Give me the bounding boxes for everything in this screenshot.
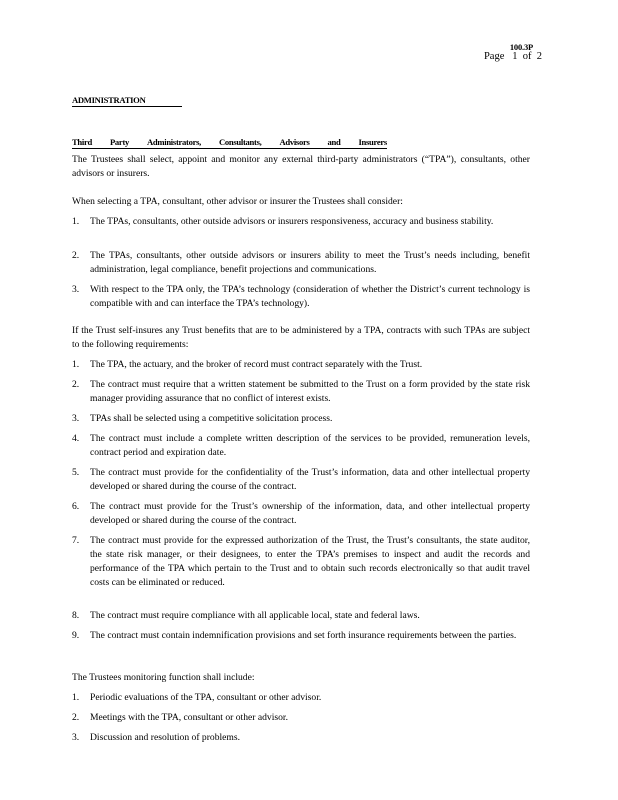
list-text: Meetings with the TPA, consultant or other advisor. — [90, 712, 288, 723]
list-number: 2. — [72, 379, 80, 390]
list-item — [72, 731, 530, 745]
list-item — [72, 215, 530, 229]
list-item — [72, 378, 530, 406]
list-number: 1. — [72, 216, 80, 227]
list-text: The contract must provide for the expressed authorization of the Trust, the Trust’s consultants, the state auditor, the state risk manager, or their designees, to enter the TPA’s premises to inspect and audit the records and performance of the TPA which pertain to the Trust and to obtain such records electronically so that audit travel costs can be eliminated or reduced. — [90, 535, 530, 588]
list-item — [72, 283, 530, 311]
list-number: 8. — [72, 610, 80, 621]
list-item — [72, 358, 530, 372]
list-number: 5. — [72, 467, 80, 478]
monitoring-intro — [72, 671, 530, 685]
list-text: The contract must provide for the Trust’s ownership of the information, data, and other intellectual property developed or shared during the course of the contract. — [90, 501, 530, 526]
list-item — [72, 249, 530, 277]
consider-intro-text: When selecting a TPA, consultant, other advisor or insurer the Trustees shall consider: — [72, 196, 403, 207]
list-item — [72, 412, 530, 426]
list-text: Discussion and resolution of problems. — [90, 732, 241, 743]
list-number: 3. — [72, 284, 80, 295]
subheading-word: Consultants, — [218, 137, 262, 147]
subheading-word: Insurers — [358, 137, 387, 147]
list-item — [72, 500, 530, 528]
monitoring-intro-text: The Trustees monitoring function shall include: — [72, 672, 255, 683]
subheading — [72, 136, 387, 149]
self-insure-intro — [72, 324, 530, 352]
list-text: The contract must require that a written statement be submitted to the Trust on a form provided by the state risk manager providing assurance that no conflict of interest exists. — [90, 379, 530, 404]
list-number: 7. — [72, 535, 80, 546]
list-number: 3. — [72, 413, 80, 424]
list-text: TPAs shall be selected using a competitive solicitation process. — [90, 413, 333, 424]
list-number: 1. — [72, 692, 80, 703]
list-text: The contract must provide for the confidentiality of the Trust’s information, data and other intellectual property developed or shared during the course of the contract. — [90, 467, 530, 492]
list-text: The contract must contain indemnification provisions and set forth insurance requirements between the parties. — [90, 630, 517, 641]
list-number: 1. — [72, 359, 80, 370]
intro-paragraph — [72, 153, 530, 181]
list-item — [72, 711, 530, 725]
list-text: Periodic evaluations of the TPA, consultant or other advisor. — [90, 692, 322, 703]
list-item — [72, 629, 530, 643]
list-item — [72, 534, 530, 590]
list-text: The TPAs, consultants, other outside advisors or insurers responsiveness, accuracy and business stability. — [90, 216, 494, 227]
list-text: The TPA, the actuary, and the broker of record must contract separately with the Trust. — [90, 359, 423, 370]
intro-text: The Trustees shall select, appoint and monitor any external third-party administrators (“TPA”), consultants, other advisors or insurers. — [72, 154, 530, 179]
list-number: 2. — [72, 712, 80, 723]
section-heading: ADMINISTRATION — [72, 94, 182, 107]
policy-code: 100.3P — [509, 42, 533, 52]
subheading-word: Party — [109, 137, 130, 147]
list-item — [72, 609, 530, 623]
subheading-word: Third — [72, 137, 92, 147]
list-item — [72, 691, 530, 705]
self-insure-intro-text: If the Trust self-insures any Trust benefits that are to be administered by a TPA, contracts with such TPAs are subject to the following requirements: — [72, 325, 530, 350]
list-text: The contract must require compliance with all applicable local, state and federal laws. — [90, 610, 420, 621]
subheading-word: Advisors — [279, 137, 310, 147]
list-number: 4. — [72, 433, 80, 444]
list-item — [72, 432, 530, 460]
page-number: Page 1 of 2 — [483, 51, 542, 62]
list-number: 9. — [72, 630, 80, 641]
list-item — [72, 466, 530, 494]
list-text: The TPAs, consultants, other outside advisors or insurers ability to meet the Trust’s needs including, benefit administration, legal compliance, benefit projections and communications. — [90, 250, 530, 275]
consider-intro — [72, 195, 530, 209]
list-text: The contract must include a complete written description of the services to be provided, remuneration levels, contract period and expiration date. — [90, 433, 530, 458]
subheading-word: and — [327, 137, 341, 147]
list-number: 3. — [72, 732, 80, 743]
list-number: 2. — [72, 250, 80, 261]
list-number: 6. — [72, 501, 80, 512]
list-text: With respect to the TPA only, the TPA’s technology (consideration of whether the District’s current technology is compatible with and can interface the TPA’s technology). — [90, 284, 530, 309]
subheading-word: Administrators, — [147, 137, 201, 147]
